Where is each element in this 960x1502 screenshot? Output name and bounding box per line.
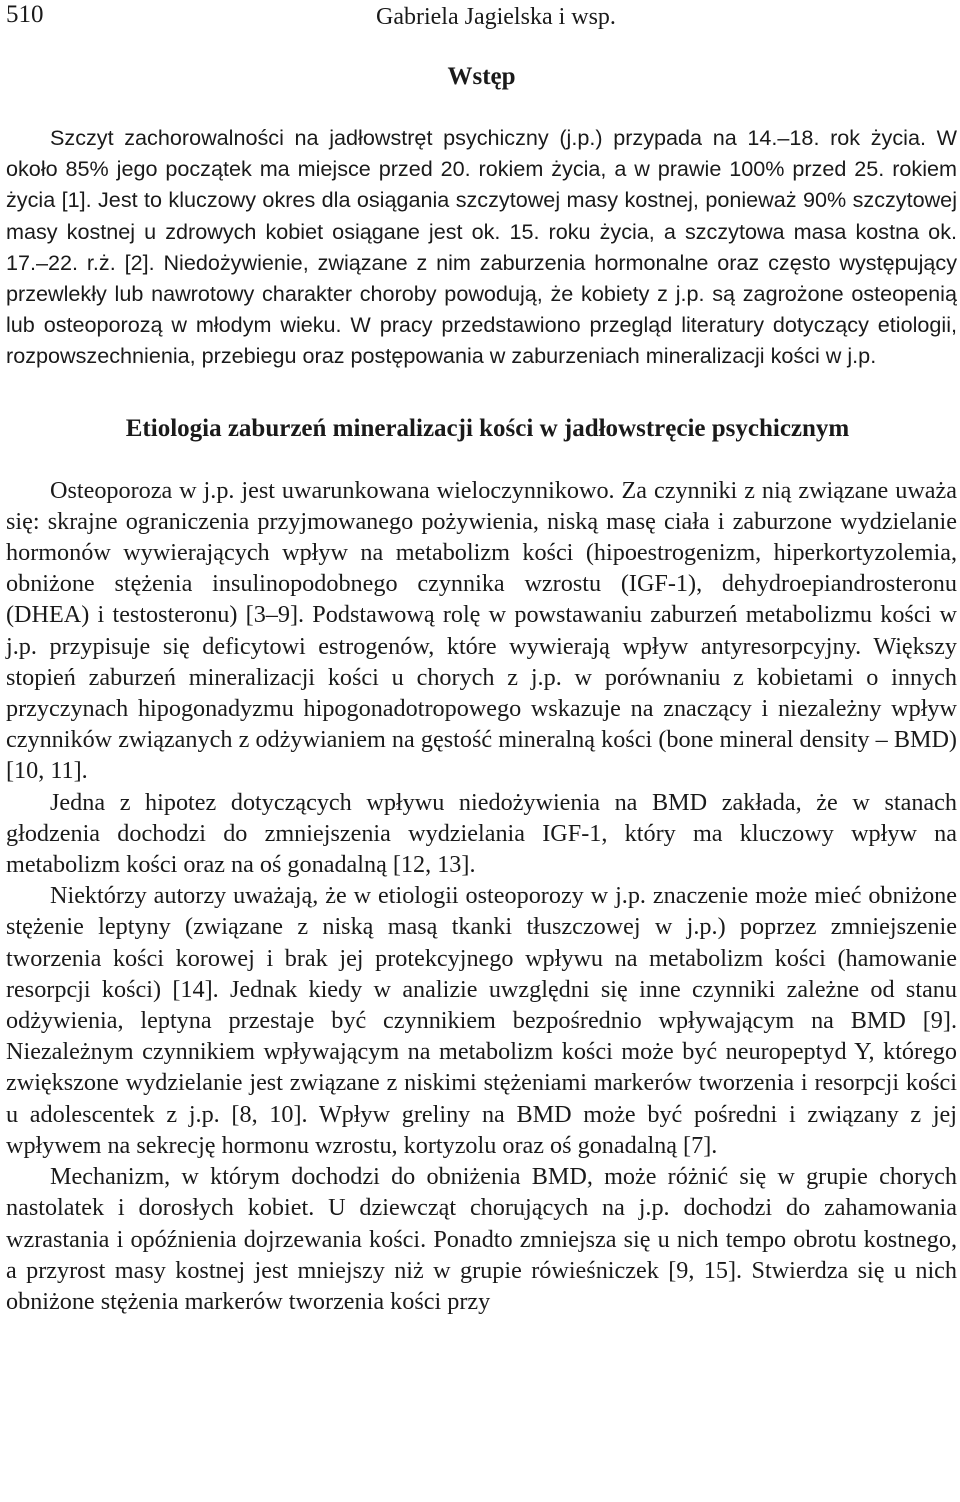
running-title: Gabriela Jagielska i wsp.	[376, 4, 616, 30]
section-heading-etiology: Etiologia zaburzeń mineralizacji kości w jadłowstręcie psychicznym	[125, 414, 850, 442]
body-paragraph: Osteoporoza w j.p. jest uwarunkowana wieloczynnikowo. Za czynniki z nią związane uważa się: skrajne ograniczenia przyjmowanego pożywienia, niską masę ciała i zaburzone wydzielanie hormonów wywierających wpływ na metabolizm kości (hipoestrogenizm, hiperkortyzolemia, obniżone stężenia insulinopodobnego czynnika wzrostu (IGF-1), dehydroepiandrosteronu (DHEA) i testosteronu) [3–9]. Podstawową rolę w powstawaniu zaburzeń metabolizmu kości w j.p. przypisuje się deficytowi estrogenów, które wywierają wpływ antyresorpcyjny. Większy stopień zaburzeń mineralizacji kości u chorych z j.p. w porównaniu z kobietami o innych przyczynach hipogonadyzmu hipogonadotropowego wskazuje na znaczący i niezależny wpływ czynników związanych z odżywianiem na gęstość mineralną kości (bone mineral density – BMD) [10, 11].	[6, 476, 957, 785]
article-body	[6, 62, 957, 1317]
running-header	[6, 0, 960, 30]
intro-paragraph: Szczyt zachorowalności na jadłowstręt psychiczny (j.p.) przypada na 14.–18. rok życia. W około 85% jego początek ma miejsce przed 20. rokiem życia, a w prawie 100% przed 25. rokiem życia [1]. Jest to kluczowy okres dla osiągania szczytowej masy kostnej, ponieważ 90% szczytowej masy kostnej u zdrowych kobiet osiągane jest ok. 15. roku życia, a szczytowa masa kostna ok. 17.–22. r.ż. [2]. Niedożywienie, związane z nim zaburzenia hormonalne oraz często występujący przewlekły lub nawrotowy charakter choroby powodują, że kobiety z j.p. są zagrożone osteopenią lub osteoporozą w młodym wieku. W pracy przedstawiono przegląd literatury dotyczący etiologii, rozpowszechnienia, przebiegu oraz postępowania w zaburzeniach mineralizacji kości w j.p.	[6, 125, 957, 369]
page-number: 510	[6, 1, 44, 28]
body-paragraph: Mechanizm, w którym dochodzi do obniżenia BMD, może różnić się w grupie chorych nastolatek i dorosłych kobiet. U dziewcząt chorujących na j.p. dochodzi do zahamowania wzrastania i opóźnienia dojrzewania kości. Ponadto zmniejsza się u nich tempo obrotu kostnego, a przyrost masy kostnej jest mniejszy niż w grupie rówieśniczek [9, 15]. Stwierdza się u nich obniżone stężenia markerów tworzenia kości przy	[6, 1163, 957, 1315]
body-paragraph: Niektórzy autorzy uważają, że w etiologii osteoporozy w j.p. znaczenie może mieć obniżone stężenie leptyny (związane z niską masą tkanki tłuszczowej w j.p.) poprzez zmniejszenie tworzenia kości korowej i brak jej protekcyjnego wpływu na metabolizm kości (hamowanie resorpcji kości) [14]. Jednak kiedy w analizie uwzględni się inne czynniki zależne od stanu odżywienia, leptyna przestaje być czynnikiem bezpośrednio wpływającym na BMD [9]. Niezależnym czynnikiem wpływającym na metabolizm kości może być neuropeptyd Y, którego zwiększone wydzielanie jest związane z niskimi stężeniami markerów tworzenia i resorpcji kości u adolescentek z j.p. [8, 10]. Wpływ greliny na BMD może być pośredni i związany z jej wpływem na sekrecję hormonu wzrostu, kortyzolu oraz oś gonadalną [7].	[6, 882, 957, 1159]
body-paragraph: Jedna z hipotez dotyczących wpływu niedożywienia na BMD zakłada, że w stanach głodzenia dochodzi do zmniejszenia wydzielania IGF-1, który ma kluczowy wpływ na metabolizm kości oraz na oś gonadalną [12, 13].	[6, 788, 957, 879]
section-heading-intro: Wstęp	[447, 63, 516, 90]
